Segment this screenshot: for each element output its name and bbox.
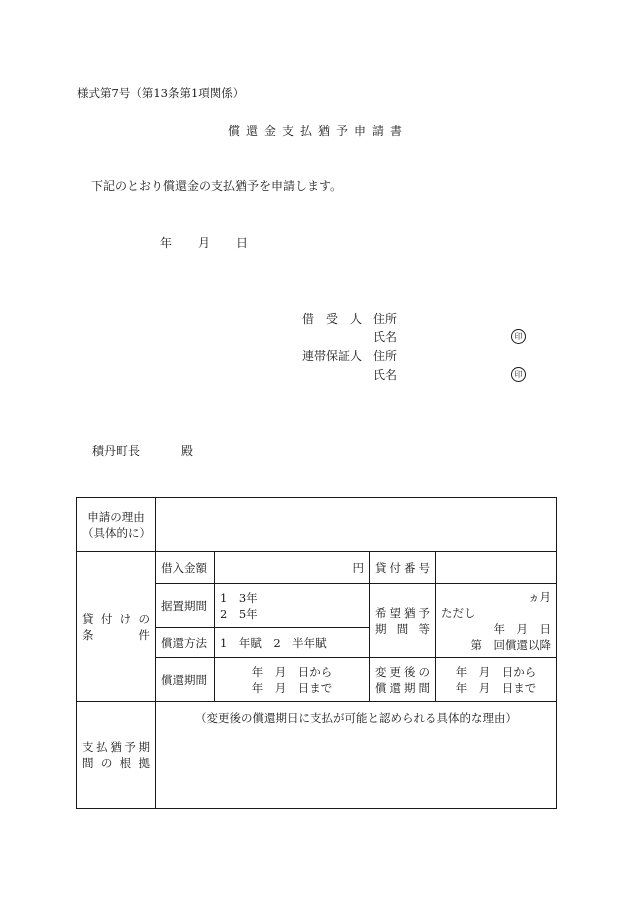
reason-label-line2: （具体的に） <box>82 525 151 540</box>
form-number: 様式第7号（第13条第1項関係） <box>77 86 245 100</box>
reason-label-line1: 申請の理由 <box>87 509 145 524</box>
loan-amount-field[interactable] <box>215 552 370 584</box>
application-date <box>160 236 248 250</box>
grace-label: 据置期間 <box>156 584 215 628</box>
addressee-suffix: 殿 <box>181 444 194 458</box>
repayment-method-options[interactable]: 1 年賦 2 半年賦 <box>215 628 370 658</box>
guarantor-seal-icon: 印 <box>511 367 526 382</box>
requested-period-field[interactable] <box>436 584 557 658</box>
basis-label <box>77 702 156 809</box>
date-year: 年 <box>160 236 173 250</box>
changed-to: 年 月 日まで <box>455 680 537 695</box>
loan-conditions-label <box>77 552 156 702</box>
loan-amount-row <box>77 552 557 584</box>
document-title: 償還金支払猶予申請書 <box>227 124 408 138</box>
requested-installment: 第 回償還以降 <box>470 637 551 652</box>
borrower-name-label: 氏名 <box>373 330 398 344</box>
grace-option-1[interactable]: 1 3年 <box>220 590 258 605</box>
loan-conditions-line1: 貸 付 け の <box>82 611 150 626</box>
changed-period-field[interactable] <box>436 658 557 702</box>
requested-date: 年 月 日 <box>493 621 551 636</box>
repayment-period-label: 償還期間 <box>156 658 215 702</box>
basis-row <box>77 702 557 809</box>
grace-option-2[interactable]: 2 5年 <box>220 606 258 621</box>
changed-from: 年 月 日から <box>455 664 537 679</box>
application-form-table <box>76 497 557 809</box>
guarantor-address-label: 住所 <box>373 349 398 363</box>
requested-label-line1: 希望猶予 <box>375 605 430 620</box>
basis-label-line2: 間の根拠 <box>82 756 150 770</box>
requested-months: ヵ月 <box>528 589 551 604</box>
requested-period-label <box>370 584 436 658</box>
period-to: 年 月 日まで <box>251 680 333 695</box>
requested-label-line2: 期 間 等 <box>375 621 430 636</box>
guarantor-name-label: 氏名 <box>373 368 398 382</box>
borrower-address-label: 住所 <box>373 312 398 326</box>
repayment-period-field[interactable] <box>215 658 370 702</box>
reason-label <box>77 498 156 552</box>
loan-conditions-line2: 条 件 <box>82 627 150 642</box>
loan-amount-unit: 円 <box>352 560 364 575</box>
date-day: 日 <box>236 236 249 250</box>
repayment-method-label: 償還方法 <box>156 628 215 658</box>
grace-options[interactable] <box>215 584 370 628</box>
loan-amount-label: 借入金額 <box>156 552 215 584</box>
borrower-label: 借 受 人 <box>302 312 363 326</box>
basis-field[interactable] <box>156 702 557 809</box>
loan-number-label: 貸付番号 <box>370 552 436 584</box>
date-month: 月 <box>198 236 211 250</box>
basis-note: （変更後の償還期日に支払が可能と認められる具体的な理由） <box>195 711 517 725</box>
requested-proviso: ただし <box>441 605 476 620</box>
changed-label-line2: 償還期間 <box>375 680 430 695</box>
addressee-name: 積丹町長 <box>92 444 141 458</box>
changed-label-line1: 変更後の <box>375 664 430 679</box>
borrower-seal-icon: 印 <box>511 329 526 344</box>
changed-period-label <box>370 658 436 702</box>
period-from: 年 月 日から <box>251 664 333 679</box>
guarantor-label: 連帯保証人 <box>302 349 363 363</box>
basis-label-line1: 支払猶予期 <box>82 740 150 754</box>
intro-text: 下記のとおり償還金の支払猶予を申請します。 <box>91 179 343 193</box>
loan-number-field[interactable] <box>436 552 557 584</box>
reason-row <box>77 498 557 552</box>
reason-field[interactable] <box>156 498 557 552</box>
